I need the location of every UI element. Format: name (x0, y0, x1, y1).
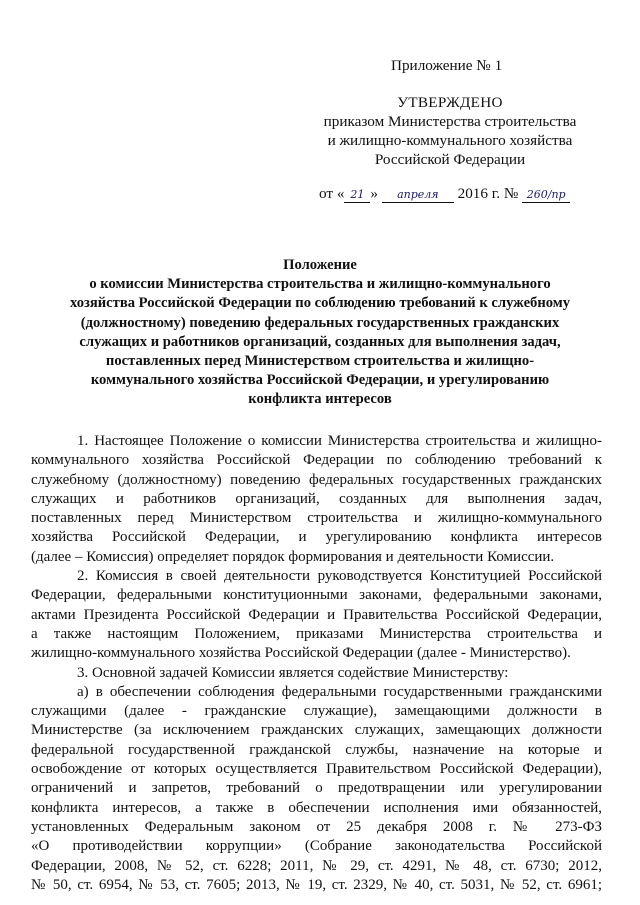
title-line: коммунального хозяйства Российской Федерации, и урегулированию (90, 372, 550, 389)
paragraph-2-line: Федерации, федеральными конституционными законами, федеральными законами, (31, 587, 602, 604)
paragraph-3a-line: освобождение от которых осуществляется Правительством Российской Федерации), (31, 761, 602, 778)
paragraph-2-line: а также настоящим Положением, приказами Министерства строительства и (31, 625, 602, 642)
paragraph-2-line: актами Президента Российской Федерации и Правительства Российской Федерации, (31, 606, 602, 623)
paragraph-1-line: поставленных перед Министерством строительства и жилищно-коммунального (31, 510, 602, 527)
paragraph-3a-line: № 50, ст. 6954, № 53, ст. 7605; 2013, № 19, ст. 2329, № 40, ст. 5031, № 52, ст. 6961; (31, 876, 602, 893)
paragraph-3a-line: Министерстве (за исключением гражданских служащих, замещающих должности (31, 722, 602, 739)
order-prefix: от « (319, 185, 345, 202)
approved-line: Российской Федерации (374, 151, 526, 168)
paragraph-2-line: жилищно-коммунального хозяйства Российской Федерации (далее - Министерство). (31, 645, 571, 662)
approved-block (300, 93, 600, 169)
document-body (31, 432, 602, 895)
order-day: 21 (350, 188, 365, 201)
paragraph-2-line: 2. Комиссия в своей деятельности руководствуется Конституцией Российской (77, 568, 602, 585)
title-line: Положение (283, 257, 357, 273)
title-line: о комиссии Министерства строительства и жилищно-коммунального (89, 276, 551, 293)
paragraph-3a-line: служащими (далее - гражданские служащие), замещающими должности в (31, 703, 602, 720)
paragraph-3a-line: ограничений и запретов, требований о предотвращении или урегулировании (31, 780, 602, 797)
order-date-number (319, 185, 570, 203)
approved-heading: УТВЕРЖДЕНО (397, 94, 503, 111)
document-title (40, 256, 600, 410)
paragraph-1-line: служащих и работников организаций, созданных для выполнения задач, (31, 490, 602, 507)
paragraph-1-line: хозяйства Российской Федерации, и урегулированию конфликта интересов (31, 529, 602, 546)
paragraph-1-line: (далее – Комиссия) определяет порядок формирования и деятельности Комиссии. (31, 548, 555, 565)
approved-line: приказом Министерства строительства (323, 113, 577, 130)
paragraph-3a-line: установленных Федеральным законом от 25 декабря 2008 г. № 273-ФЗ (31, 818, 602, 835)
order-year: 2016 г. № (457, 185, 519, 202)
paragraph-1-line: 1. Настоящее Положение о комиссии Министерства строительства и жилищно- (77, 433, 602, 449)
paragraph-1-line: коммунального хозяйства Российской Федерации по соблюдению требований к (31, 452, 602, 469)
approved-line: и жилищно-коммунального хозяйства (327, 132, 573, 149)
appendix-label: Приложение № 1 (391, 57, 503, 74)
order-number: 260/пр (526, 188, 566, 201)
order-day-field (344, 187, 370, 203)
title-line: (должностному) поведению федеральных государственных гражданских (80, 314, 560, 331)
paragraph-3a-line: Федерации, 2008, № 52, ст. 6228; 2011, № 29, ст. 4291, № 48, ст. 6730; 2012, (31, 857, 602, 874)
paragraph-3-line: 3. Основной задачей Комиссии является содействие Министерству: (77, 664, 509, 681)
title-line: хозяйства Российской Федерации по соблюдению требований к служебному (69, 295, 571, 312)
order-number-field (522, 187, 570, 203)
order-month: апреля (397, 188, 439, 201)
title-line: конфликта интересов (248, 391, 392, 408)
order-mid: » (370, 185, 379, 202)
paragraph-1-line: служебному (должностному) поведению федеральных государственных гражданских (31, 471, 602, 488)
paragraph-3a-line: «О противодействии коррупции» (Собрание законодательства Российской (31, 838, 602, 855)
order-month-field (382, 187, 454, 203)
paragraph-3a-line: федеральной государственной гражданской службы, назначение на которые и (31, 741, 602, 758)
title-line: служащих и работников организаций, созданных для выполнения задач, (79, 333, 561, 350)
title-line: поставленных перед Министерством строительства и жилищно- (105, 353, 535, 370)
paragraph-3a-line: а) в обеспечении соблюдения федеральными государственными гражданскими (77, 683, 602, 700)
paragraph-3a-line: конфликта интересов, а также в обеспечении исполнения ими обязанностей, (31, 799, 602, 816)
